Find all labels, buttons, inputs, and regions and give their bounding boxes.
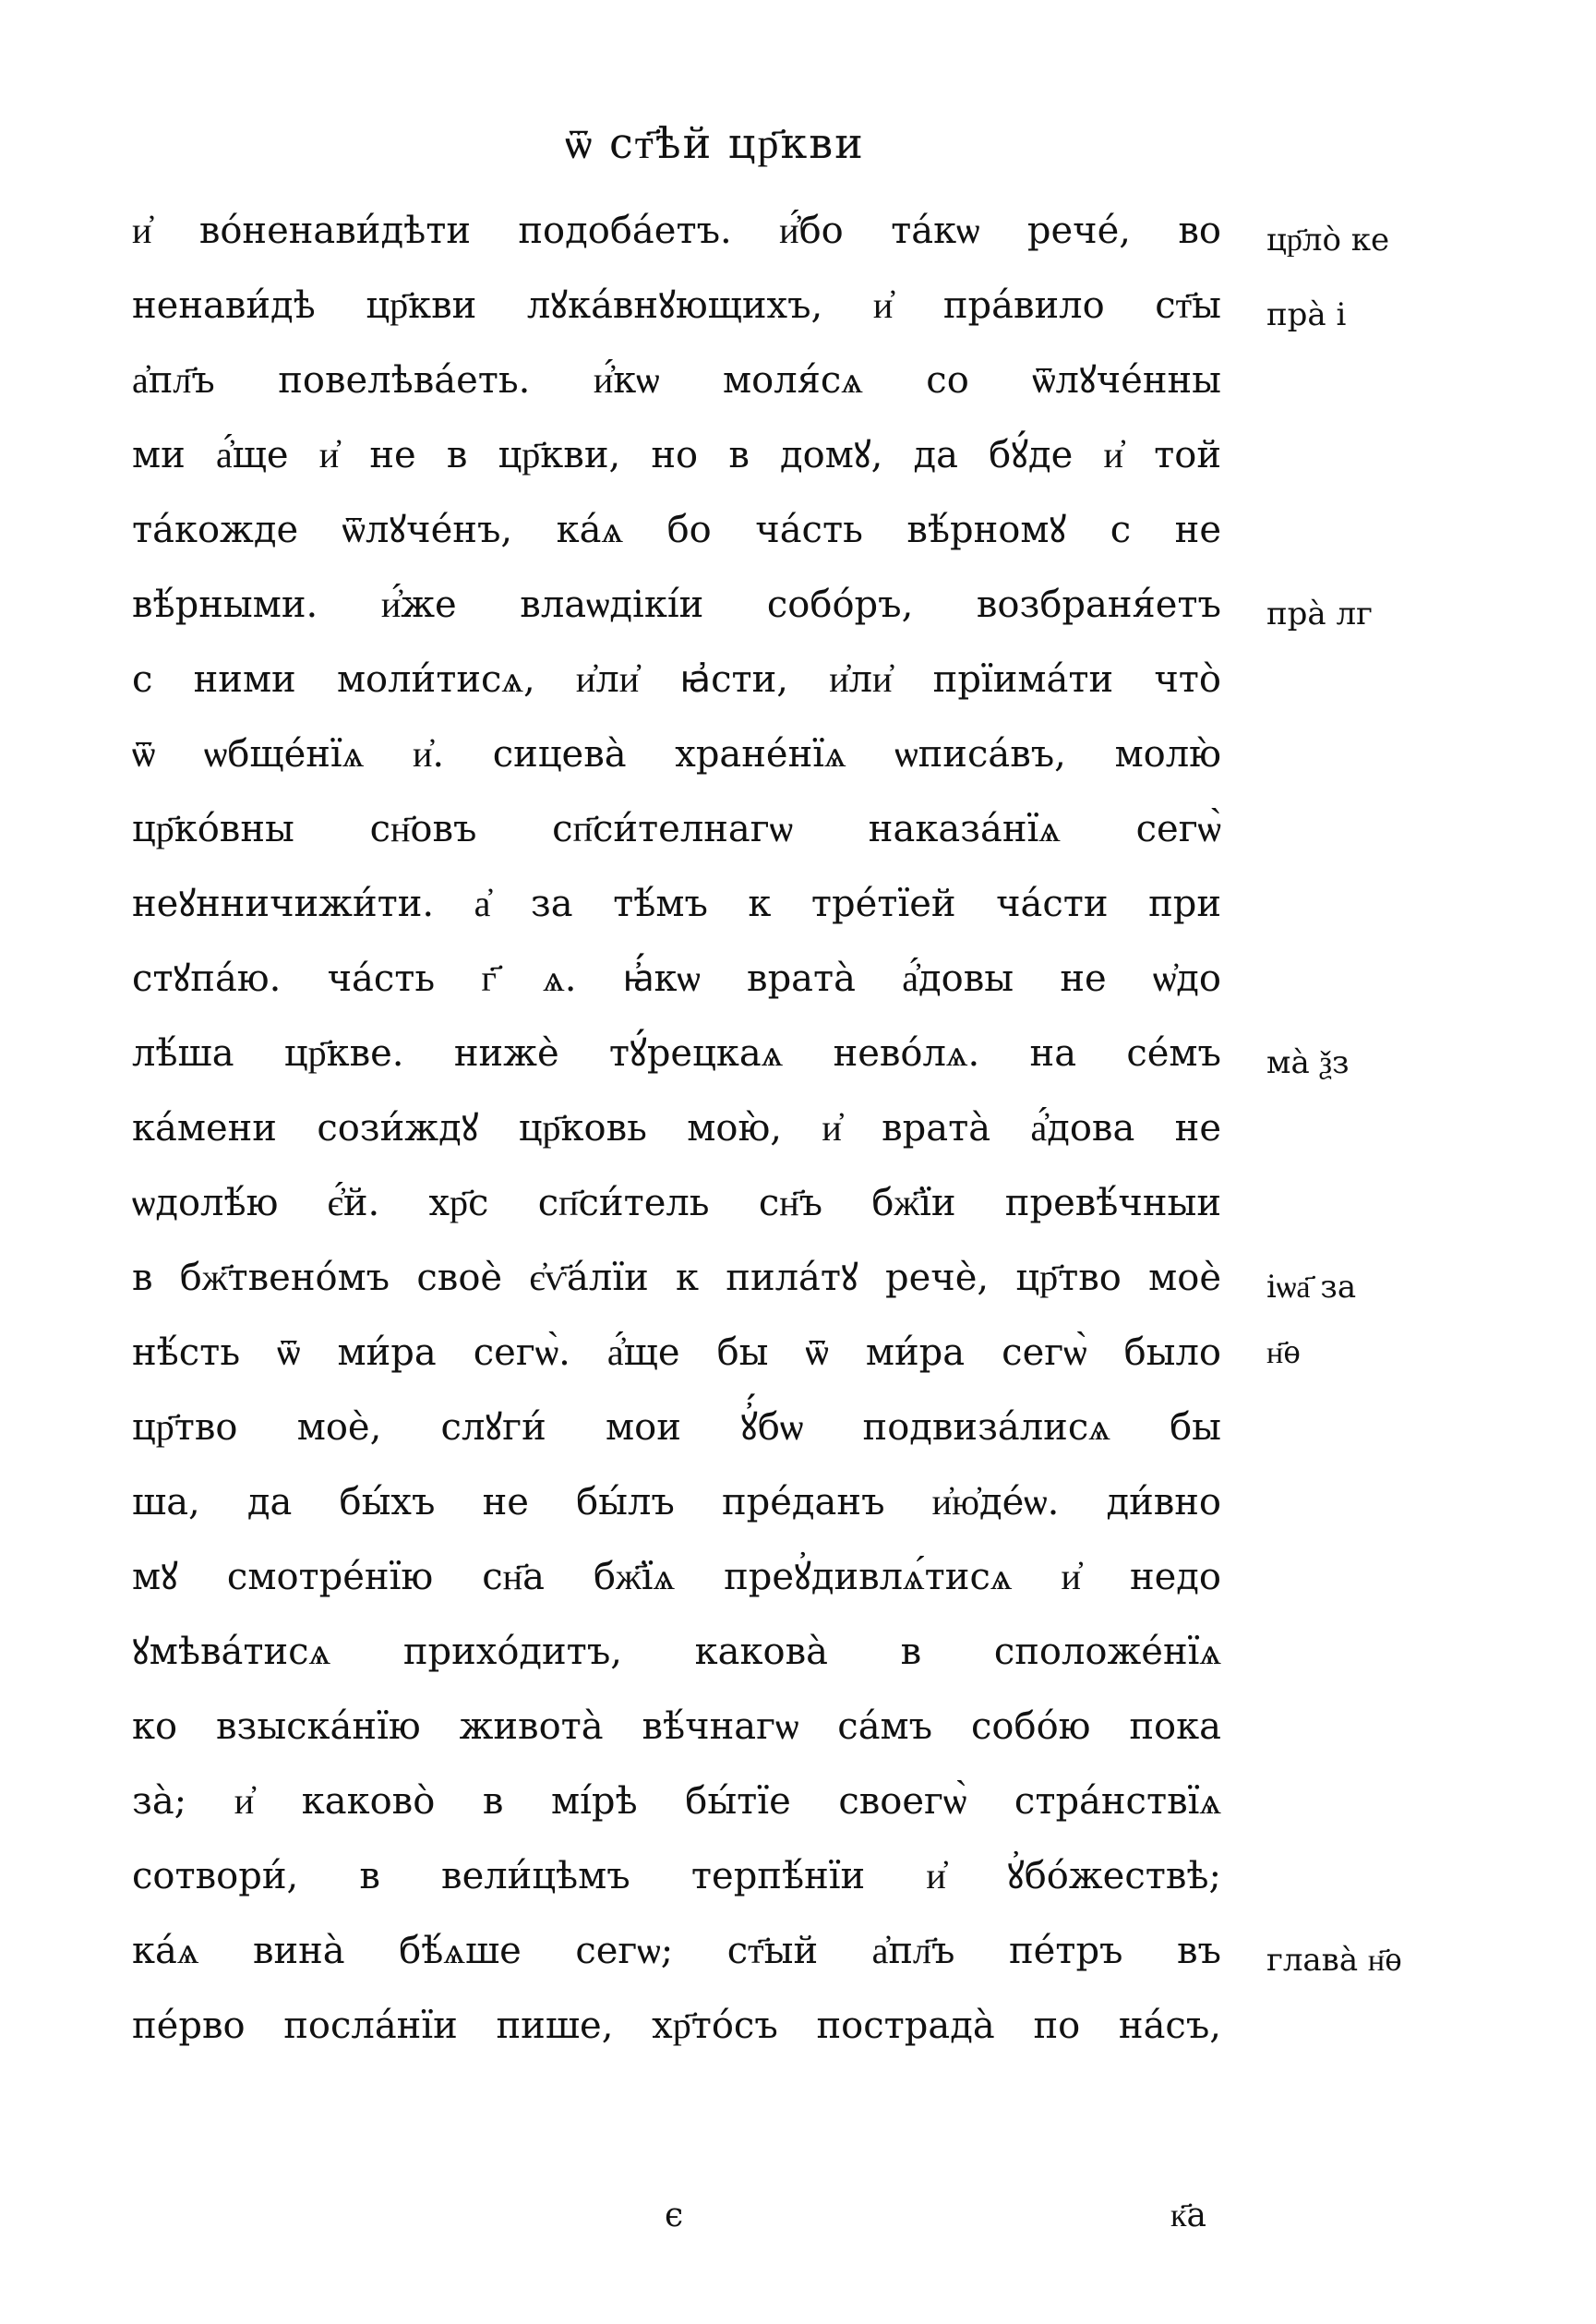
text-line: с ними моли́тисѧ, и҆ли҆ ꙗ҆сти, и҆ли҆ прїима́ти что̀ xyxy=(132,658,1221,701)
margin-note: пра̀ лг xyxy=(1266,596,1373,632)
text-line: ми а҆́ще и҆ не в цр҃кви, но в домꙋ, да бꙋ́де и҆ той xyxy=(132,434,1221,476)
text-line: цр҃ко́вны сн҃овъ сп҃си́телнагѡ наказа́нїѧ сегѡ̀ xyxy=(132,808,1221,850)
text-line: и҆ во́ненави́дѣти подоба́етъ. и҆́бо та́кѡ рече́, во xyxy=(132,210,1221,252)
text-line: за̀; и҆ каково̀ в мі́рѣ бы́тїе своегѡ̀ стра́нствїѧ xyxy=(132,1780,1221,1823)
margin-note: глава̀ н҃ѳ xyxy=(1266,1942,1402,1979)
text-line: в бж҃твено́мъ своѐ є҆ѵ҃а́лїи к пила́тꙋ речѐ, цр҃тво моѐ xyxy=(132,1257,1221,1299)
text-line: ко взыска́нїю живота̀ вѣ́чнагѡ са́мъ собо́ю пока xyxy=(132,1705,1221,1748)
text-line: вѣ́рными. и҆́же влаѡдікі́и собо́ръ, возбраня́етъ xyxy=(132,584,1221,626)
text-line: ѿ ѡбще́нїѧ и҆. сицева̀ хране́нїѧ ѡписа́въ, молю̀ xyxy=(132,733,1221,776)
margin-note: іѡа҃ за xyxy=(1266,1269,1357,1306)
text-line: стꙋпа́ю. ча́сть г҃ ѧ. ꙗ҆́кѡ врата̀ а҆́довы не ѡ҆до xyxy=(132,957,1221,1000)
text-line: нѣ́сть ѿ ми́ра сегѡ̀. а҆́ще бы ѿ ми́ра сегѡ̀ было xyxy=(132,1331,1221,1374)
text-line: мꙋ смотре́нїю сн҃а бж҃їѧ преꙋ҆дивлѧ́тисѧ и҆ недо xyxy=(132,1556,1221,1598)
main-text xyxy=(132,194,1221,2064)
text-line: а҆пл҃ъ повелѣва́еть. и҆́кѡ моля́сѧ со ѿлꙋче́нны xyxy=(132,359,1221,402)
text-line: ѡдолѣ́ю є҆́й. хр҃с сп҃си́тель сн҃ъ бж҃їи превѣ́чныи xyxy=(132,1182,1221,1224)
catchword: к҃а xyxy=(1170,2197,1206,2234)
margin-note: цр҃ло̀ ке xyxy=(1266,222,1390,259)
text-line: ненави́дѣ цр҃кви лꙋка́внꙋющихъ, и҆ пра́вило ст҃ы xyxy=(132,284,1221,327)
margin-note: ма̀ ѯз xyxy=(1266,1044,1350,1081)
text-line: пе́рво посла́нїи пише, хр҃то́съ пострада̀ по на́съ, xyxy=(132,2005,1221,2047)
page-header: ѿ ст҃ѣй цр҃кви xyxy=(565,118,865,168)
margin-note: пра̀ і xyxy=(1266,296,1347,333)
margin-note: н҃ѳ xyxy=(1266,1334,1301,1371)
text-line: цр҃тво моѐ, слꙋги́ мои ꙋ҆́бѡ подвиза́лисѧ бы xyxy=(132,1406,1221,1449)
text-line: ꙋмѣва́тисѧ прихо́дитъ, какова̀ в сположе́нїѧ xyxy=(132,1631,1221,1673)
text-line: лѣ́ша цр҃кве. нижѐ тꙋ́рецкаѧ нево́лѧ. на се́мъ xyxy=(132,1032,1221,1075)
text-line: ка́мени сози́ждꙋ цр҃ковь мою̀, и҆ врата̀ а҆́дова не xyxy=(132,1107,1221,1150)
text-line: сотвори́, в вели́цѣмъ терпѣ́нїи и҆ ꙋ҆бо́жествѣ; xyxy=(132,1855,1221,1897)
text-line: та́кожде ѿлꙋче́нъ, ка́ѧ бо ча́сть вѣ́рномꙋ с не xyxy=(132,509,1221,551)
text-line: ша, да бы́хъ не бы́лъ пре́данъ и҆ю҆де́ѡ. ди́вно xyxy=(132,1481,1221,1523)
signature-mark: є xyxy=(665,2197,684,2234)
text-line: ка́ѧ вина̀ бѣ́ѧше сегѡ; ст҃ый а҆пл҃ъ пе́тръ въ xyxy=(132,1930,1221,1972)
text-line: неꙋнничижи́ти. а҆ за тѣ́мъ к тре́тїей ча́сти при xyxy=(132,883,1221,925)
